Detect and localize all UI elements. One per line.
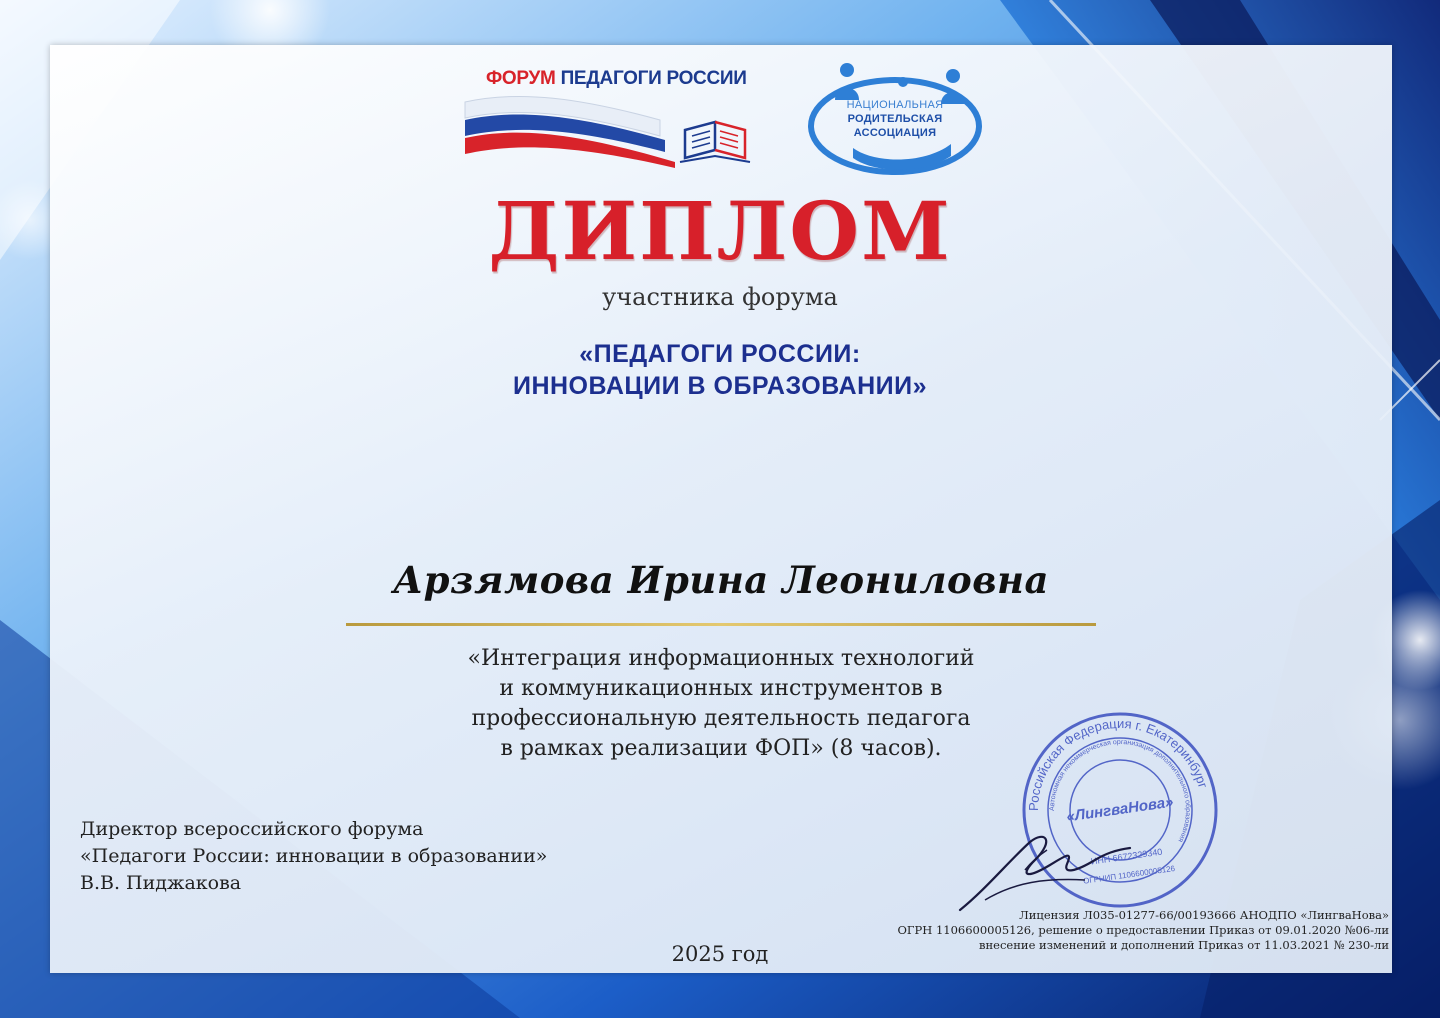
course-line: в рамках реализации ФОП» (8 часов). [500, 736, 942, 761]
course-line: и коммуникационных инструментов в [499, 676, 943, 701]
director-title: Директор всероссийского форума [80, 818, 424, 840]
license-line: внесение изменений и дополнений Приказ от 11.03.2021 № 230-ли [979, 938, 1389, 952]
director-forum: «Педагоги России: инновации в образовании» [80, 845, 548, 867]
association-line2: РОДИТЕЛЬСКАЯ [847, 113, 943, 125]
stamp-ogrnip: ОГРНИП 1106600005126 [1082, 863, 1176, 886]
course-description [346, 644, 1096, 764]
association-line3: АССОЦИАЦИЯ [853, 127, 937, 139]
association-logo [805, 60, 985, 178]
russian-flag-book-icon [460, 90, 790, 170]
forum-logo-part1: ФОРУМ [486, 68, 556, 89]
year: 2025 год [671, 942, 769, 966]
forum-name-line2: ИННОВАЦИИ В ОБРАЗОВАНИИ» [512, 372, 927, 400]
name-underline [346, 623, 1096, 626]
forum-name-line1: «ПЕДАГОГИ РОССИИ: [579, 340, 861, 368]
forum-logo-text [486, 68, 747, 90]
license-line: Лицензия Л035-01277-66/00193666 АНОДПО «ЛингваНова» [1019, 908, 1389, 922]
director-block [80, 816, 547, 897]
license-line: ОГРН 1106600005126, решение о предоставлении Приказ от 09.01.2020 №06-ли [897, 923, 1389, 937]
association-line1: НАЦИОНАЛЬНАЯ [846, 99, 944, 111]
signature-icon [955, 820, 1135, 920]
forum-logo [460, 60, 800, 170]
stamp-outer-text: Российская Федерация г. Екатеринбург [1025, 715, 1211, 812]
forum-name [0, 338, 1440, 402]
stamp-inner-text: Автономная некоммерческая организация дополнительного образования [1048, 738, 1192, 844]
recipient-name: Арзямова Ирина Леониловна [393, 558, 1049, 602]
stamp-inn: ИНН 6672329340 [1090, 846, 1163, 867]
course-line: «Интеграция информационных технологий [467, 646, 975, 671]
course-line: профессиональную деятельность педагога [471, 706, 971, 731]
diploma-subtitle: участника форума [602, 283, 838, 311]
director-name: В.В. Пиджакова [80, 872, 242, 894]
stamp-center: «ЛингваНова» [1065, 793, 1175, 826]
diploma-title: ДИПЛОМ [488, 184, 952, 278]
forum-logo-part2: ПЕДАГОГИ РОССИИ [560, 68, 747, 89]
association-logo-text [805, 98, 985, 140]
